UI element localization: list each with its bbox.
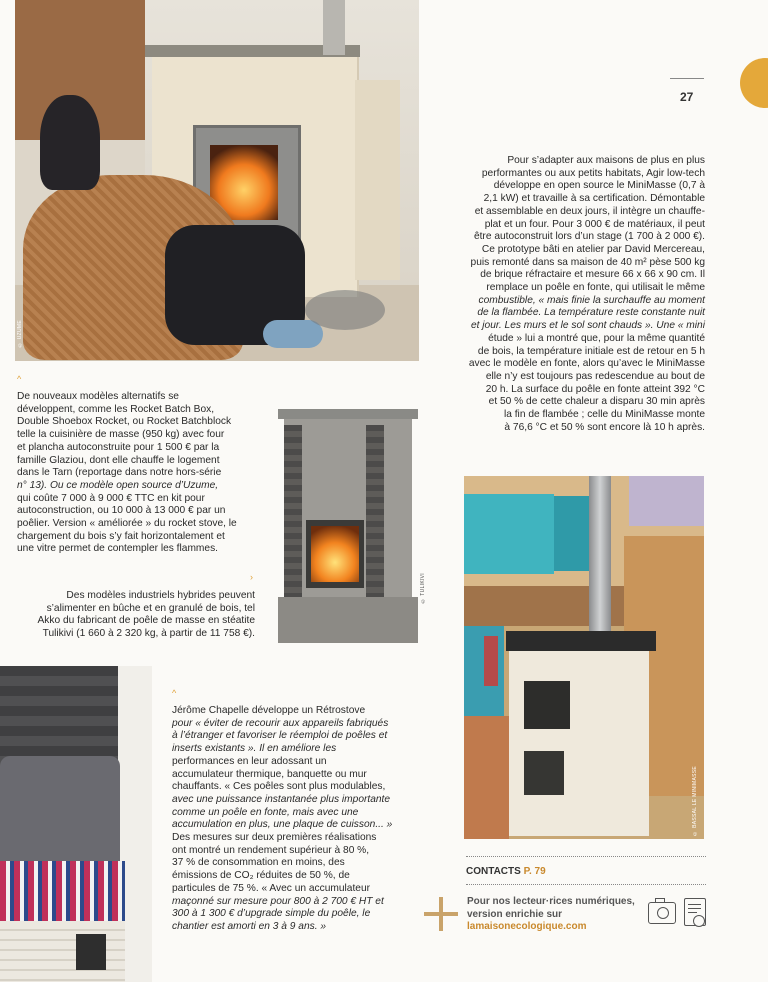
page-edge-tab [740,58,768,108]
alternative-models-paragraph [17,391,262,556]
paragraph-line: Jérôme Chapelle développe un Rétrostove [172,705,366,716]
paragraph-line: famille Glaziou, dont elle chauffe le logement [17,454,220,466]
article-line: elle n’y est toujours pas redescendue au bout de [485,370,705,382]
article-line: être autoconstruit lors d’un stage (1 700 à 2 000 €). [473,231,705,243]
tulikivi-stove-photo [270,405,430,650]
website-link[interactable]: lamaisonecologique.com [467,921,587,932]
paragraph-line: De nouveaux modèles alternatifs se [17,391,179,402]
article-line: performantes ou aux petits habitats, Agir low-tech [481,167,705,179]
paragraph-line: chauffants. « Ces poêles sont plus modulables, [172,781,386,793]
article-line: Pour s’adapter aux maisons de plus en plus [507,155,705,166]
paragraph-line: qui coûte 7 000 à 9 000 € TTC en kit pour [17,492,205,504]
paragraph-line: dans le Tarn (reportage dans notre hors-série [17,467,222,479]
article-line: 20 h. La surface du poêle en fonte atteint 392 °C [485,383,705,395]
paragraph-line: performances en leur adossant un [172,755,327,767]
contacts-bottom-rule [466,884,706,885]
article-line: remplace un poêle en fonte, qui utilisait le même [486,282,705,294]
contacts-label: CONTACTS [466,866,521,877]
uzume-stove-photo [15,0,419,361]
paragraph-line: chargement du bois s’y fait horizontalement et [17,530,225,542]
paragraph-line: ont montré un rendement supérieur à 80 %, [172,844,370,856]
leaf-ornament-icon: ^ [172,688,177,698]
photo-credit-minimasse: © BASSAL LE MINIMASSE [692,766,698,836]
article-line: développe en open source le MiniMasse (0,7 à [493,180,705,192]
article-line: et jour. Les murs et le sol sont chauds ». Une « mini [470,320,705,332]
camera-icon [648,902,676,924]
digital-edition-block [467,896,635,934]
paragraph-line: Des mesures sur deux premières réalisations [172,832,377,844]
minimasse-photo [464,476,704,839]
photo-credit-tulikivi: © TULIKIVI [420,573,426,604]
page-number-rule [670,78,704,79]
minimasse-article [455,155,705,434]
paragraph-line: avec une puissance instantanée plus importante [172,793,391,805]
paragraph-line: chantier est amorti en 3 à 9 ans. » [172,920,327,932]
article-line: et assemblable en deux jours, il intègre un chauffe- [474,205,705,217]
paragraph-line: n° 13). Ou ce modèle open source d’Uzume, [17,479,219,491]
retrostove-paragraph [172,705,412,934]
paragraph-line: 37 % de consommation en moins, des [172,857,345,869]
leaf-ornament-icon: ^ [17,374,22,384]
paragraph-line: développent, comme les Rocket Batch Box, [17,403,215,415]
contacts-line [466,866,546,877]
retrostove-photo [0,666,152,982]
paragraph-line: une vitre permet de contempler les flammes. [17,543,219,555]
article-line: Ce prototype bâti en atelier par David Mercereau, [481,243,705,255]
paragraph-line: Akko du fabricant de poêle de masse en stéatite [37,615,255,627]
paragraph-line: s’alimenter en bûche et en granulé de bois, tel [46,602,255,614]
paragraph-line: poêlier. Version « améliorée » du rocket stove, le [17,518,237,530]
paragraph-line: particules de 75 %. « Avec un accumulateur [172,882,371,894]
paragraph-line: et plancha autoconstruite pour 1 500 € par la [17,441,220,453]
article-line: étude » lui a montré que, pour la même quantité [488,332,705,344]
paragraph-line: maçonné sur mesure pour 800 à 2 700 € HT et [172,895,384,907]
paragraph-line: autoconstruction, ou 10 000 à 13 000 € par un [17,505,226,517]
article-line: à 76,6 °C et 50 % sont encore là 10 h après. [504,421,705,433]
paragraph-line: à l’étranger et favoriser le réemploi de poêles et [172,730,388,742]
paragraph-line: comme un poêle en fonte, mais avec une [172,806,359,818]
contacts-rule [466,856,706,857]
article-line: de la flambée. La température reste constante nuit [477,307,705,319]
paragraph-line: telle la cuisinière de masse (950 kg) avec four [17,429,225,441]
paragraph-line: pour « éviter de recourir aux appareils fabriqués [172,717,389,729]
digital-line-1: Pour nos lecteur·rices numériques, [467,896,635,907]
paragraph-line: émissions de CO₂ réduites de 50 %, de [172,870,350,882]
digital-line-2: version enrichie sur [467,908,563,920]
article-line: 2,1 kW) et travaille à sa certification. Démontable [483,193,705,205]
paragraph-line: Double Shoebox Rocket, ou Rocket Batchblock [17,416,232,428]
contacts-page-link[interactable]: P. 79 [523,866,546,877]
article-line: combustible, « mais finie la surchauffe au moment [478,294,705,306]
article-line: puis remonté dans sa maison de 40 m² pèse 500 kg [470,256,705,268]
paragraph-line: Des modèles industriels hybrides peuvent [66,590,255,601]
hybrid-models-paragraph [10,590,255,641]
article-line: avec le modèle en fonte, alors qu’avec le MiniMasse [468,358,705,370]
article-line: de bois, la température initiale est de retour en 5 h [477,345,705,357]
paragraph-line: inserts existants ». Il en améliore les [172,743,337,755]
article-line: plat et un four. Pour 3 000 € de matériaux, il peut [484,218,705,230]
paragraph-line: 300 à 1 300 € d’upgrade simple du poêle, le [172,908,371,920]
paragraph-line: Tulikivi (1 660 à 2 320 kg, à partir de 11 758 €). [42,628,255,640]
plus-icon [424,897,458,931]
paragraph-line: accumulation en plus, une plaque de cuisson... » [172,819,393,831]
paragraph-line: accumulateur thermique, banquette ou mur [172,768,367,780]
article-line: de brique réfractaire et mesure 66 x 66 x 90 cm. Il [480,269,705,281]
article-line: et 50 % de cette chaleur a disparu 30 min après [488,396,705,408]
article-line: la fin de flambée ; celle du MiniMasse monte [503,409,705,421]
photo-credit-uzume: © UZUME [17,320,23,348]
document-icon [684,898,706,926]
page-number: 27 [680,90,694,104]
leaf-ornament-icon: › [250,572,253,582]
